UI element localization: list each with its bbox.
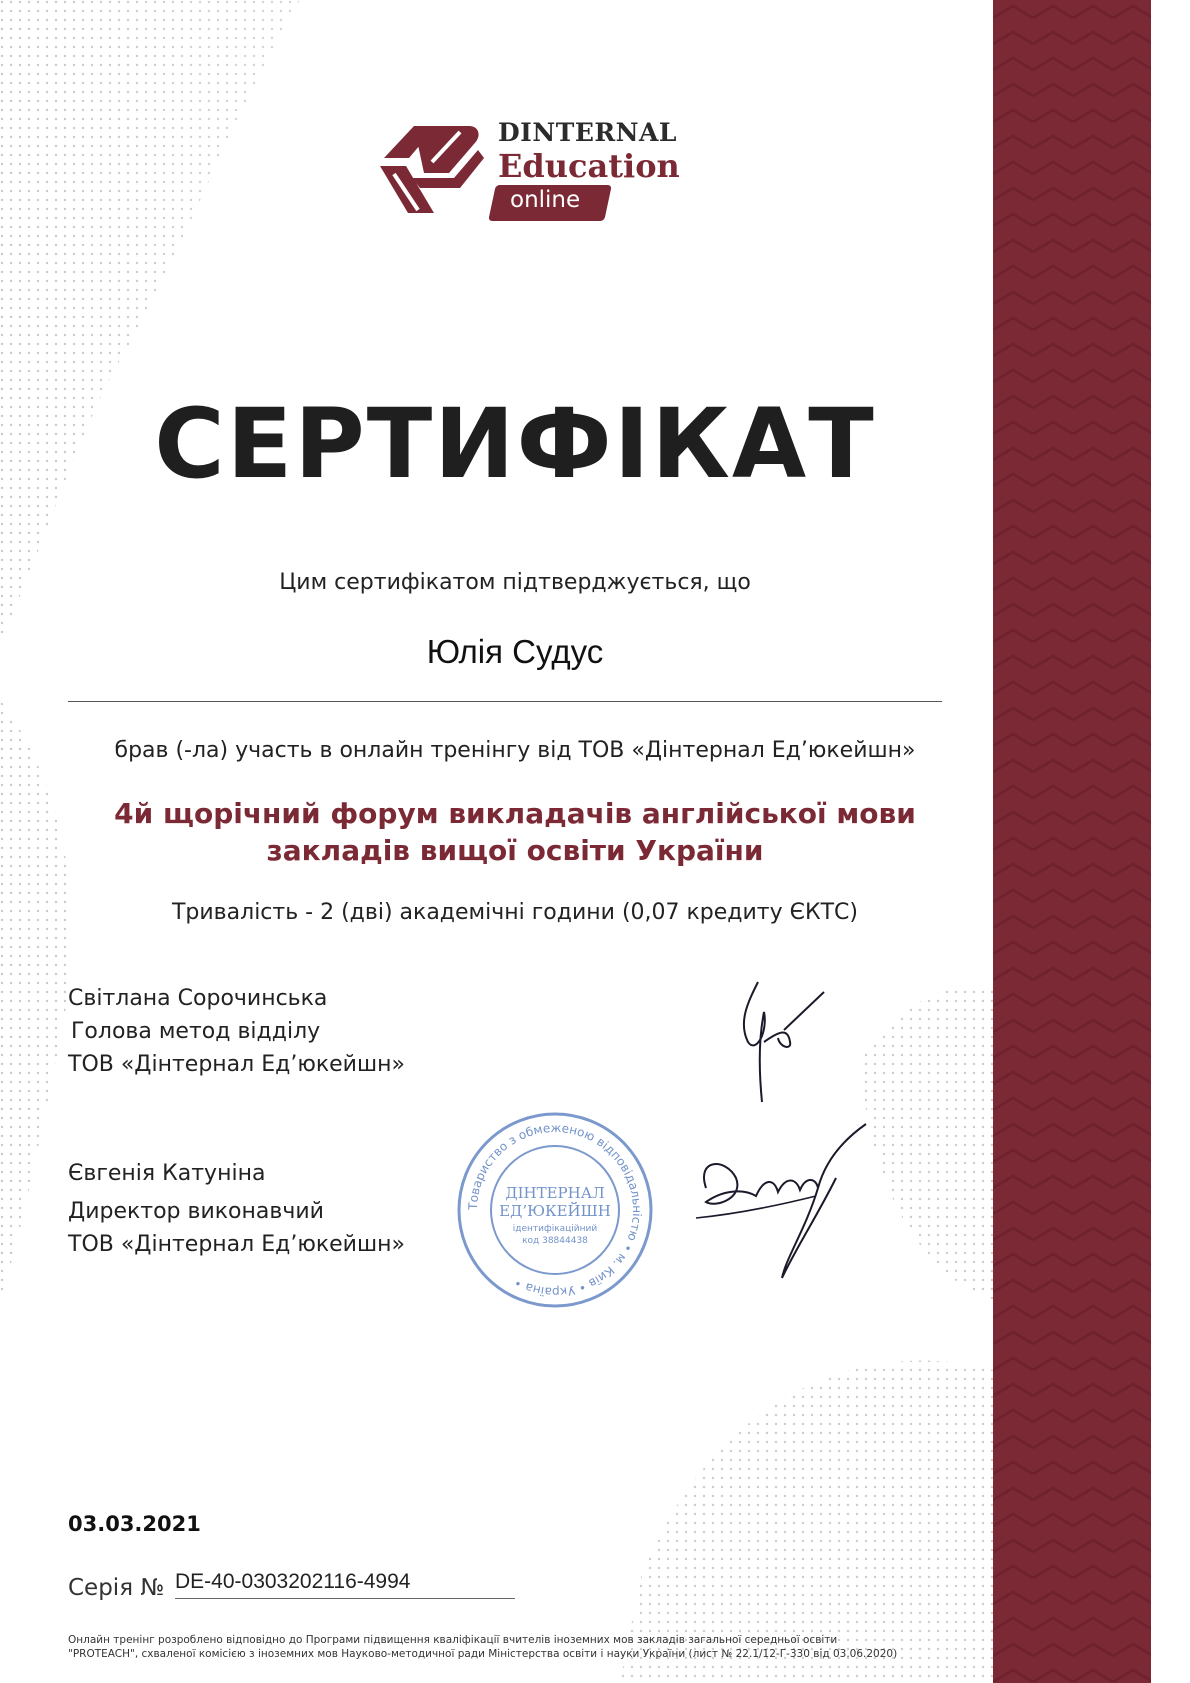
- signature-1-icon: [728, 972, 828, 1107]
- brand-subtitle: Education: [498, 147, 680, 185]
- signatory-name: Світлана Сорочинська: [68, 986, 328, 1011]
- signature-2-icon: [686, 1118, 876, 1288]
- signatory-2: [68, 1157, 405, 1261]
- serial-number: DE-40-0303202116-4994: [175, 1570, 411, 1593]
- seal-center-line4: код 38844438: [522, 1236, 588, 1246]
- participation-text: брав (-ла) участь в онлайн тренінгу від ТОВ «Дінтернал Ед’юкейшн»: [114, 738, 916, 763]
- course-title-line2: закладів вищої освіти України: [266, 834, 764, 867]
- signatory-1: [68, 982, 405, 1081]
- serial-underline: [175, 1598, 515, 1599]
- course-title: [0, 795, 1030, 869]
- seal-center-line1: ДІНТЕРНАЛ: [505, 1184, 605, 1202]
- seal-center-line3: ідентифікаційний: [512, 1224, 598, 1234]
- course-title-line1: 4й щорічний форум викладачів англійської мови: [114, 797, 916, 830]
- company-logo: [374, 118, 680, 228]
- confirmation-text: Цим сертифікатом підтверджується, що: [279, 570, 751, 595]
- signatory-organization: ТОВ «Дінтернал Ед’юкейшн»: [68, 1232, 405, 1257]
- brand-tag-text: online: [510, 187, 581, 213]
- certificate-title: СЕРТИФІКАТ: [154, 388, 876, 500]
- signatory-position: Голова метод відділу: [71, 1019, 321, 1044]
- footnote: [68, 1633, 968, 1661]
- issue-date: 03.03.2021: [68, 1512, 201, 1536]
- seal-center-line2: ЕД’ЮКЕЙШН: [499, 1202, 611, 1220]
- serial-label: Серія №: [68, 1575, 165, 1601]
- footnote-line2: "PROTEACH", схваленої комісією з іноземних мов Науково-методичної ради Міністерства освіти і науки України (лист № 22.1/12-Г-330 від 03.06.2020): [68, 1648, 898, 1660]
- recipient-name: Юлія Судус: [426, 633, 604, 670]
- book-logo-icon: [374, 118, 494, 218]
- duration-text: Тривалість - 2 (дві) академічні години (0,07 кредиту ЄКТС): [171, 900, 858, 925]
- signatory-organization: ТОВ «Дінтернал Ед’юкейшн»: [68, 1052, 405, 1077]
- brand-name: DINTERNAL: [498, 118, 677, 147]
- signatory-position: Директор виконавчий: [68, 1199, 324, 1224]
- footnote-line1: Онлайн тренінг розроблено відповідно до Програми підвищення кваліфікації вчителів іноземних мов закладів загальної середньої освіти: [68, 1634, 838, 1646]
- signatory-name: Євгенія Катуніна: [68, 1161, 266, 1186]
- name-underline: [68, 701, 942, 702]
- seal-ring-text: Товариство з обмеженою відповідальністю • м. Київ • Україна •: [465, 1120, 645, 1300]
- page-margin: [1151, 0, 1190, 1683]
- company-seal-icon: [455, 1110, 655, 1310]
